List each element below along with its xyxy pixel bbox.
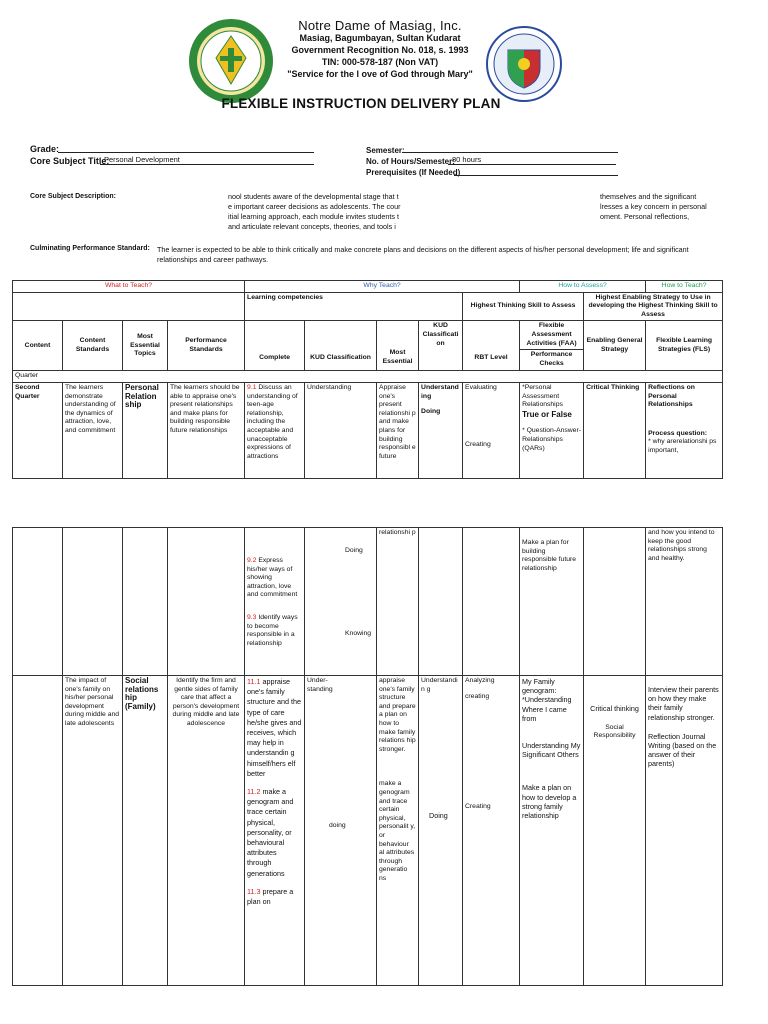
faa-cell — [520, 528, 584, 676]
description-line: oment. Personal reflections, — [600, 212, 690, 221]
grade-value — [58, 143, 314, 153]
description-line: lresses a key concern in personal — [600, 202, 707, 211]
competency-text: Discuss an understanding of teen-age relationship, including the acceptable and unacceptable expressions of attractions — [247, 383, 298, 460]
kud-cell — [305, 676, 377, 986]
culminating-label: Culminating Performance Standard: — [30, 245, 150, 252]
performance-checks-label: Performance Checks — [520, 349, 583, 368]
blank-header — [13, 292, 245, 321]
topic-cell: Social relations hip (Family) — [123, 676, 168, 986]
rbt-creating-2: Creating — [465, 803, 491, 811]
fls-cell — [646, 676, 723, 986]
rbt-evaluating: Evaluating — [465, 383, 497, 391]
plan-table-page1 — [12, 280, 723, 479]
description-line: e important career decisions as adolescents. The cour — [228, 202, 401, 211]
fls-process-question: Process question: — [648, 429, 707, 437]
highest-thinking-header: Highest Thinking Skill to Assess — [463, 292, 584, 321]
kud-knowing: Knowing — [345, 629, 372, 637]
description-line: nool students aware of the developmental stage that t — [228, 192, 399, 201]
description-label: Core Subject Description: — [30, 193, 116, 200]
fls-interview: Interview their parents on how they make their family relationship stronger. — [648, 685, 719, 722]
faa-plan: Make a plan for building responsible future relationship — [522, 539, 577, 572]
rbt-analyzing: Analyzing — [465, 677, 495, 684]
description-line: itial learning approach, each module invites students t — [228, 212, 400, 221]
empty-cell — [419, 528, 463, 676]
faa-qar: * Question-Answer-Relationships (QARs) — [522, 427, 581, 452]
description-line: themselves and the significant — [600, 192, 697, 201]
kud-understanding: Under-standing — [307, 677, 333, 693]
empty-cell — [123, 528, 168, 676]
school-seal-icon — [188, 18, 274, 104]
plan-table-page2 — [12, 527, 723, 986]
competency-text: prepare a plan on — [247, 886, 294, 907]
most-essential-genogram: make a genogram and trace certain physical, personalit y, or behaviour al attributes through generatio ns — [379, 780, 416, 882]
most-essential-cell — [377, 676, 419, 986]
kud2-doing: Doing — [421, 408, 441, 416]
kud-cell: Understanding — [305, 382, 377, 478]
competency-number: 11.3 — [247, 886, 261, 896]
faa-genogram: My Family genogram: *Understanding Where I came from — [522, 677, 572, 723]
fls-reflections: Reflections on Personal Relationships — [648, 383, 695, 409]
empty-cell — [13, 528, 63, 676]
semester-label: Semester: — [366, 146, 405, 155]
competency-text: appraise one's family structure and the type of care he/she gives and receives, which may help in understandin g himself/hers elf better — [247, 677, 302, 778]
kud-doing: doing — [329, 822, 346, 830]
fls-header: Flexible Learning Strategies (FLS) — [646, 321, 723, 371]
kud2-understanding: Understandin g — [421, 677, 458, 693]
enabling-critical-thinking: Critical thinking — [590, 704, 639, 713]
competency-cell — [245, 528, 305, 676]
faa-true-false: True or False — [522, 409, 572, 419]
most-essential-cell: Appraise one's present relationshi p and make plans for building responsibl e future — [377, 382, 419, 478]
hours-value: 80 hours — [448, 155, 616, 165]
competency-text: make a genogram and trace certain physical, personality, or behavioural attributes through generations — [247, 787, 294, 878]
faa-significant-others: Understanding My Significant Others — [522, 741, 581, 760]
what-to-teach-header: What to Teach? — [13, 281, 245, 293]
most-essential-cell: relationshi p — [377, 528, 419, 676]
kud-doing: Doing — [345, 547, 363, 554]
faa-label: Flexible Assessment Activities (FAA) — [526, 322, 577, 347]
org-tin: TIN: 000-578-187 (Non VAT) — [321, 57, 439, 67]
content-standards-header: Content Standards — [63, 321, 123, 371]
how-to-assess-header: How to Assess? — [520, 281, 646, 293]
performance-standard-cell: Identify the firm and gentle sides of family care that affect a person's development during middle and late adolescence — [168, 676, 245, 986]
highest-enabling-header: Highest Enabling Strategy to Use in developing the Highest Thinking Skill to Assess — [584, 292, 723, 321]
enabling-header: Enabling General Strategy — [584, 321, 646, 371]
subject-label: Core Subject Title: — [30, 156, 110, 166]
rbt-creating: creating — [465, 692, 490, 700]
competency-text: Express his/her ways of showing attraction, love and commitment — [247, 557, 298, 599]
subject-value: Personal Development — [100, 155, 314, 165]
org-recognition: Government Recognition No. 018, s. 1993 — [291, 45, 469, 55]
fls-journal: Reflection Journal Writing (based on the answer of their parents) — [648, 731, 717, 769]
content-cell: The impact of one's family on his/her personal development during middle and late adolescents — [63, 676, 123, 986]
culminating-text: The learner is expected to be able to think critically and make concrete plans and decisions on the different aspects of his/her personal development; life and significant relationships and career pathways. — [157, 245, 689, 264]
grade-label: Grade: — [30, 144, 60, 154]
topic-cell: Personal Relation ship — [123, 382, 168, 478]
learning-competencies-header: Learning competencies — [245, 292, 463, 321]
fls-cell — [646, 382, 723, 478]
how-to-teach-header: How to Teach? — [646, 281, 723, 293]
hours-label: No. of Hours/Semester: — [366, 157, 455, 166]
prereq-label: Prerequisites (If Needed) — [366, 168, 461, 177]
semester-value — [402, 143, 618, 153]
kud2-header: KUD Classification — [419, 321, 463, 371]
org-motto: "Service for the l ove of God through Mary" — [287, 69, 473, 79]
organization-header — [268, 20, 492, 80]
competency-number: 9.1 — [247, 383, 257, 391]
kud2-cell — [419, 382, 463, 478]
competency-number: 11.1 — [247, 677, 261, 686]
description-col1 — [228, 192, 400, 232]
competency-number: 11.2 — [247, 787, 261, 797]
faa-personal-assessment: *Personal Assessment Relationships — [522, 383, 563, 409]
topics-header: Most Essential Topics — [123, 321, 168, 371]
prereq-value — [454, 166, 618, 176]
why-teach-header: Why Teach? — [245, 281, 520, 293]
empty-cell — [463, 528, 520, 676]
description-col2 — [600, 192, 707, 222]
fls-why: * why arerelationshi ps important, — [648, 438, 717, 454]
empty-cell — [13, 676, 63, 986]
most-essential-appraise: appraise one's family structure and prepare a plan on how to make family relations hip stronger. — [379, 677, 416, 753]
faa-family-plan: Make a plan on how to develop a strong family relationship — [522, 783, 577, 821]
document-title: FLEXIBLE INSTRUCTION DELIVERY PLAN — [221, 96, 501, 111]
kud-cell — [305, 528, 377, 676]
competency-cell — [245, 676, 305, 986]
competency-number: 9.3 — [247, 613, 257, 621]
rbt-cell — [463, 382, 520, 478]
enabling-cell — [584, 676, 646, 986]
description-line: and articulate relevant concepts, theories, and tools i — [228, 222, 396, 231]
division-seal-icon — [486, 26, 562, 102]
fls-cell: and how you intend to keep the good relationships strong and healthy. — [646, 528, 723, 676]
org-name: Notre Dame of Masiag, Inc. — [298, 18, 462, 33]
content-header: Content — [13, 321, 63, 371]
empty-cell — [63, 528, 123, 676]
empty-cell — [584, 528, 646, 676]
competency-number: 9.2 — [247, 557, 257, 564]
enabling-social-responsibility: Social Responsibility — [593, 723, 636, 740]
kud2-understanding: Understanding — [421, 383, 459, 400]
competency-cell — [245, 382, 305, 478]
kud2-cell — [419, 676, 463, 986]
faa-cell — [520, 676, 584, 986]
performance-standards-header: Performance Standards — [168, 321, 245, 371]
rbt-creating: Creating — [465, 440, 491, 448]
faa-cell — [520, 382, 584, 478]
rbt-header: RBT Level — [463, 321, 520, 371]
empty-cell — [168, 528, 245, 676]
rbt-cell — [463, 676, 520, 986]
content-standard-cell: The learners demonstrate understanding of the dynamics of attraction, love, and commitment — [63, 382, 123, 478]
org-address: Masiag, Bagumbayan, Sultan Kudarat — [299, 33, 461, 43]
kud2-doing: Doing — [429, 811, 448, 821]
most-essential-header: Most Essential — [377, 321, 419, 371]
quarter-row: Quarter — [13, 371, 723, 383]
competency-text: Identify ways to become responsible in a relationship — [247, 613, 298, 647]
faa-header — [520, 321, 584, 371]
enabling-cell: Critical Thinking — [584, 382, 646, 478]
performance-standard-cell: The learners should be able to appraise one's present relationships and make plans for building responsible future relationships — [168, 382, 245, 478]
quarter-cell: Second Quarter — [13, 382, 63, 478]
kud-header: KUD Classification — [305, 321, 377, 371]
complete-header: Complete — [245, 321, 305, 371]
